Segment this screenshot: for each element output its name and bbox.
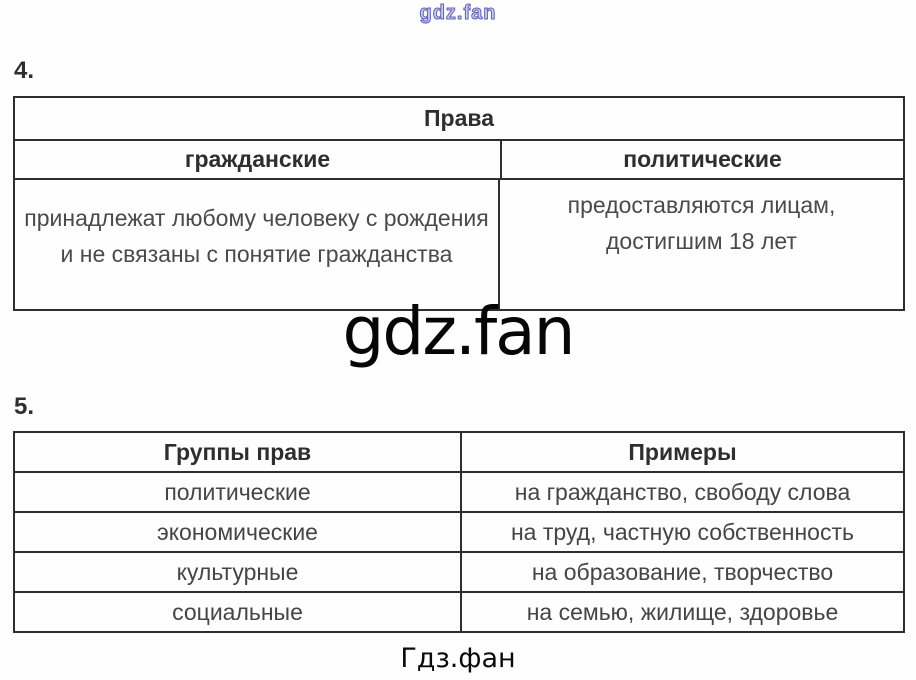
header-groups: Группы прав bbox=[15, 433, 462, 471]
rights-table-column-headers bbox=[15, 141, 903, 180]
civil-rights-line: принадлежат любому человеку с рождения bbox=[24, 205, 489, 231]
table-row bbox=[15, 513, 903, 553]
political-rights-line: предоставляются лицам, bbox=[567, 192, 836, 218]
group-cell: политические bbox=[15, 473, 462, 511]
col-header-civil: гражданские bbox=[15, 141, 502, 178]
political-rights-cell bbox=[500, 180, 903, 309]
examples-cell: на образование, творчество bbox=[531, 558, 834, 585]
group-cell: экономические bbox=[15, 513, 462, 551]
rights-table-body bbox=[15, 180, 903, 309]
table-row bbox=[15, 553, 903, 593]
watermark-top: gdz.fan bbox=[419, 2, 497, 24]
rights-table bbox=[13, 96, 905, 311]
examples-cell: на труд, частную собственность bbox=[510, 518, 854, 545]
rights-table-title: Права bbox=[15, 98, 903, 141]
site-name-footer: Гдз.фан bbox=[400, 643, 516, 674]
table-row bbox=[15, 593, 903, 631]
examples-cell: на гражданство, свободу слова bbox=[514, 478, 851, 505]
group-cell: социальные bbox=[15, 593, 462, 631]
rights-groups-table bbox=[13, 431, 905, 633]
table-row bbox=[15, 473, 903, 513]
table-header-row bbox=[15, 433, 903, 473]
watermark-center: gdz.fan bbox=[342, 293, 574, 370]
examples-cell: на семью, жилище, здоровье bbox=[526, 598, 839, 625]
civil-rights-cell bbox=[15, 180, 500, 309]
section-4-number: 4. bbox=[14, 57, 35, 84]
section-5-number: 5. bbox=[14, 393, 35, 420]
civil-rights-line: и не связаны с понятие гражданства bbox=[60, 241, 453, 267]
political-rights-line: достигшим 18 лет bbox=[606, 228, 797, 254]
group-cell: культурные bbox=[15, 553, 462, 591]
col-header-political: политические bbox=[623, 146, 782, 172]
header-examples: Примеры bbox=[628, 438, 737, 465]
